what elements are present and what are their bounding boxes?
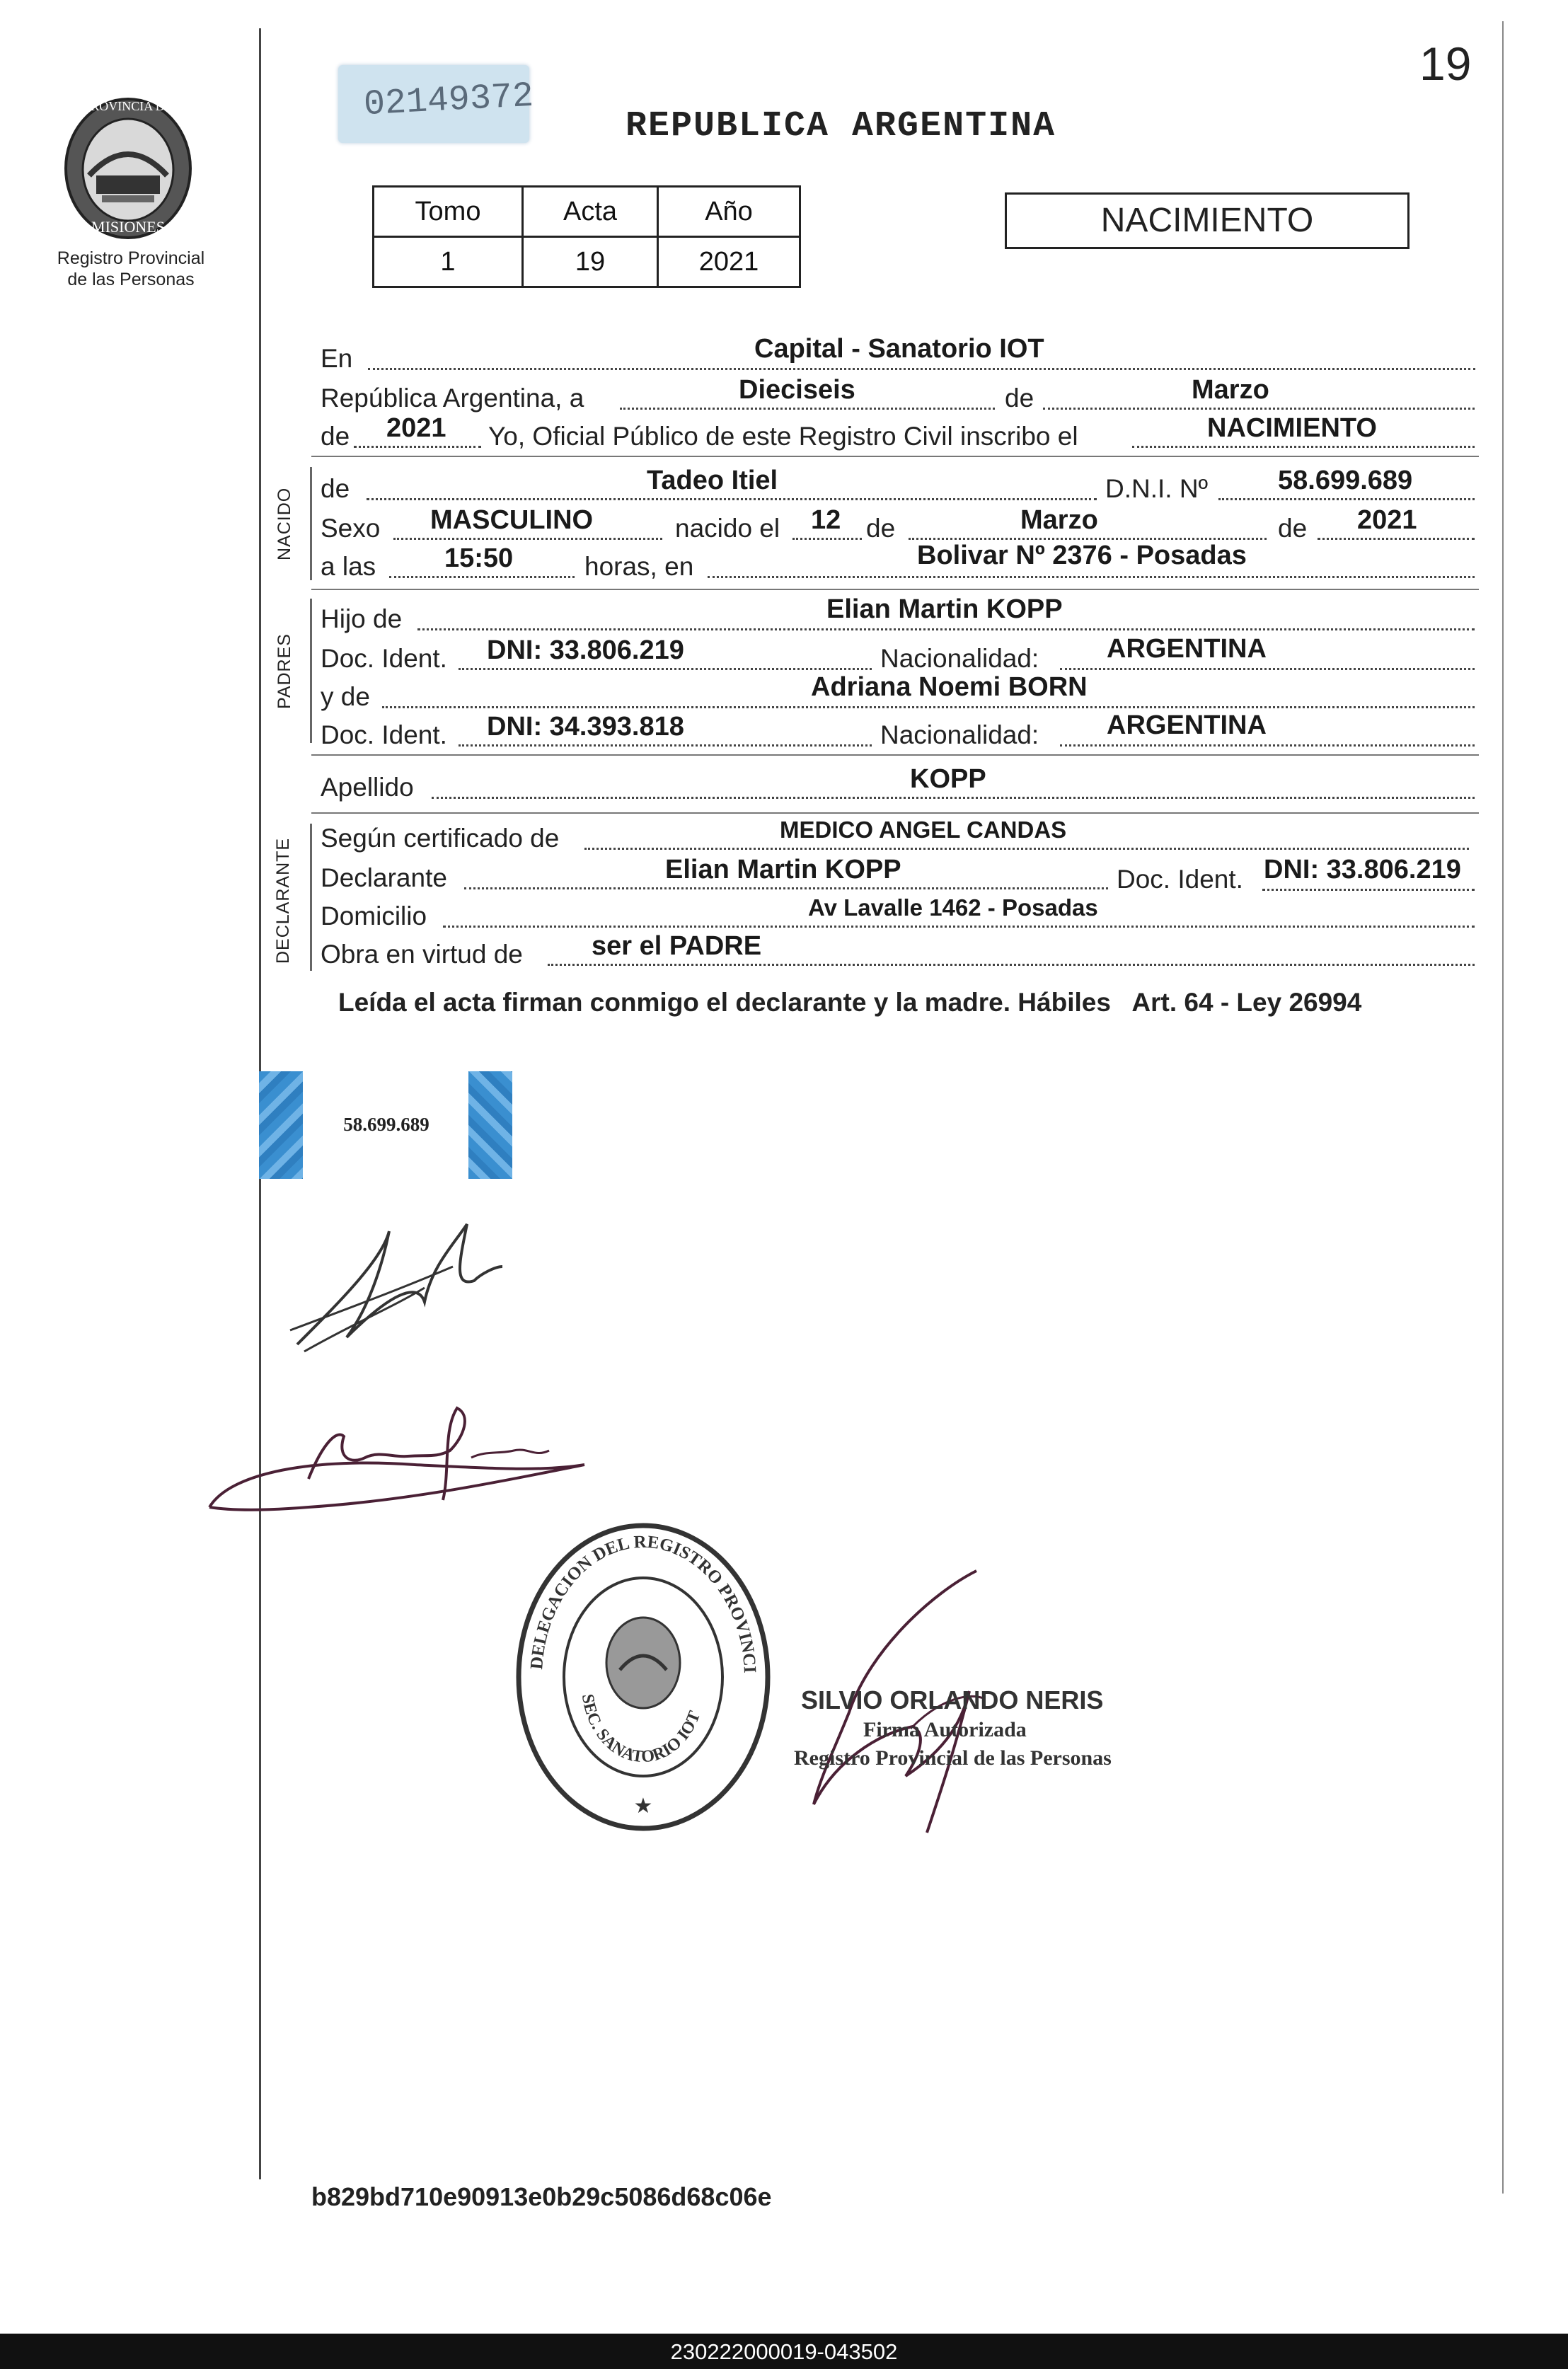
- country-title: REPUBLICA ARGENTINA: [626, 106, 1056, 146]
- declarante-bracket: [310, 824, 312, 971]
- label-de-anio: de: [321, 422, 350, 451]
- field-madre-doc: DNI: 34.393.818: [487, 712, 684, 742]
- acta-value: 19: [523, 237, 658, 287]
- registry-line-1: Registro Provincial: [57, 248, 205, 268]
- label-horas-en: horas, en: [584, 552, 694, 581]
- field-dia-letras: Dieciseis: [739, 375, 855, 405]
- svg-text:SEC. SANATORIO IOT: SEC. SANATORIO IOT: [577, 1693, 705, 1767]
- field-dia-nac: 12: [811, 505, 841, 535]
- official-name: SILVIO ORLANDO NERIS: [801, 1685, 1104, 1714]
- act-type-box: [1005, 192, 1410, 249]
- field-certificado: MEDICO ANGEL CANDAS: [780, 817, 1067, 843]
- dots-dia-nac: [792, 538, 862, 540]
- act-type: NACIMIENTO: [1100, 202, 1314, 239]
- dots-hora: [389, 576, 575, 578]
- serial-number-sticker: [338, 65, 535, 143]
- separator-2: [311, 589, 1479, 590]
- dots-madre: [382, 706, 1475, 708]
- label-segun: Según certificado de: [321, 824, 560, 853]
- label-domicilio: Domicilio: [321, 901, 427, 930]
- label-nacido-el: nacido el: [675, 514, 780, 543]
- label-declarante: Declarante: [321, 863, 447, 892]
- label-doc-padre: Doc. Ident.: [321, 644, 447, 673]
- right-margin-line: [1502, 21, 1504, 2194]
- svg-text:DELEGACION DEL REGISTRO PROVIN: DELEGACION DEL REGISTRO PROVINCI: [527, 1532, 759, 1674]
- dots-obra: [548, 964, 1475, 966]
- svg-text:MISIONES: MISIONES: [91, 218, 165, 236]
- field-dni: 58.699.689: [1278, 466, 1413, 495]
- padres-bracket: [310, 599, 312, 743]
- anio-value: 2021: [658, 237, 800, 287]
- footer-bar: [0, 2334, 1568, 2369]
- dots-tipo: [1132, 446, 1475, 448]
- field-apellido: KOPP: [910, 764, 986, 794]
- label-nac-madre: Nacionalidad:: [880, 720, 1039, 749]
- serial-number: 02149372: [362, 76, 535, 126]
- field-lugar-nac: Bolivar Nº 2376 - Posadas: [917, 541, 1247, 570]
- label-a-las: a las: [321, 552, 376, 581]
- label-de: de: [1005, 384, 1034, 413]
- dots-mes-nac: [909, 538, 1267, 540]
- field-anio: 2021: [386, 413, 446, 443]
- field-mes: Marzo: [1192, 375, 1269, 405]
- field-domicilio: Av Lavalle 1462 - Posadas: [808, 894, 1098, 921]
- separator-4: [311, 812, 1479, 814]
- label-de-mes: de: [866, 514, 896, 543]
- field-tipo: NACIMIENTO: [1207, 413, 1377, 443]
- dots-doc-declarante: [1262, 889, 1475, 891]
- registry-line-2: de las Personas: [67, 270, 195, 289]
- dni-sticker: [259, 1071, 514, 1179]
- label-obra: Obra en virtud de: [321, 940, 523, 969]
- field-obra: ser el PADRE: [592, 931, 762, 961]
- side-label-nacido: NACIDO: [275, 487, 294, 560]
- dots-en: [368, 368, 1475, 370]
- field-nombre: Tadeo Itiel: [647, 466, 778, 495]
- registry-name: [28, 248, 234, 290]
- label-de-anio-nac: de: [1278, 514, 1308, 543]
- footer-code: 230222000019-043502: [670, 2339, 898, 2364]
- field-padre-nac: ARGENTINA: [1107, 634, 1267, 664]
- tomo-value: 1: [374, 237, 523, 287]
- dots-anio: [354, 446, 481, 448]
- page-number: 19: [1419, 38, 1472, 90]
- dots-mes: [1043, 408, 1475, 410]
- field-declarante-doc: DNI: 33.806.219: [1264, 855, 1461, 884]
- document-hash: b829bd710e90913e0b29c5086d68c06e: [311, 2182, 772, 2211]
- field-sexo: MASCULINO: [430, 505, 594, 535]
- field-madre-nac: ARGENTINA: [1107, 710, 1267, 740]
- dots-dni: [1218, 498, 1475, 500]
- declarante-signature: [283, 1203, 517, 1366]
- separator-1: [311, 456, 1479, 457]
- label-republica: República Argentina, a: [321, 384, 584, 413]
- dots-domicilio: [443, 926, 1475, 928]
- dots-dia: [620, 408, 995, 410]
- dots-declarante: [464, 887, 1108, 889]
- official-title: Firma Autorizada: [863, 1718, 1027, 1741]
- closing-note: Leída el acta firman conmigo el declarante y la madre. Hábiles Art. 64 - Ley 26994: [338, 988, 1362, 1017]
- field-hora: 15:50: [444, 543, 514, 573]
- dots-nac-padre: [1060, 668, 1475, 670]
- misiones-logo: [61, 91, 195, 239]
- field-padre-doc: DNI: 33.806.219: [487, 635, 684, 665]
- side-label-padres: PADRES: [275, 633, 294, 709]
- dots-nombre: [367, 498, 1097, 500]
- field-padre: Elian Martin KOPP: [826, 594, 1063, 624]
- separator-3: [311, 754, 1479, 756]
- acta-header: Acta: [523, 187, 658, 237]
- label-y-de: y de: [321, 682, 370, 711]
- dots-certificado: [584, 848, 1469, 850]
- madre-signature: [202, 1401, 599, 1521]
- field-declarante: Elian Martin KOPP: [665, 855, 901, 884]
- record-table: [372, 185, 801, 288]
- dots-nac-madre: [1060, 744, 1475, 747]
- label-nac-padre: Nacionalidad:: [880, 644, 1039, 673]
- dots-lugar-nac: [708, 576, 1475, 578]
- field-mes-nac: Marzo: [1020, 505, 1098, 535]
- tomo-header: Tomo: [374, 187, 523, 237]
- anio-header: Año: [658, 187, 800, 237]
- sticker-pattern-right: [468, 1071, 512, 1179]
- label-en: En: [321, 344, 353, 373]
- nacido-bracket: [310, 467, 312, 580]
- label-yo: Yo, Oficial Público de este Registro Civil inscribo el: [488, 422, 1078, 451]
- field-madre: Adriana Noemi BORN: [811, 672, 1088, 702]
- svg-text:PROVINCIA DE: PROVINCIA DE: [83, 99, 173, 113]
- official-seal: [514, 1521, 773, 1833]
- dni-sticker-number: 58.699.689: [343, 1114, 430, 1135]
- dots-doc-madre: [459, 744, 872, 747]
- dots-padre: [417, 628, 1475, 630]
- label-apellido: Apellido: [321, 773, 414, 802]
- dots-sexo: [393, 538, 662, 540]
- label-sexo: Sexo: [321, 514, 381, 543]
- field-anio-nac: 2021: [1357, 505, 1417, 535]
- label-de-nombre: de: [321, 474, 350, 503]
- official-office: Registro Provincial de las Personas: [794, 1746, 1112, 1770]
- label-doc-madre: Doc. Ident.: [321, 720, 447, 749]
- sticker-pattern-left: [259, 1071, 303, 1179]
- label-doc-declarante: Doc. Ident.: [1117, 865, 1243, 894]
- dots-apellido: [432, 797, 1475, 799]
- field-lugar: Capital - Sanatorio IOT: [754, 334, 1044, 364]
- side-label-declarante: DECLARANTE: [273, 837, 293, 964]
- dots-anio-nac: [1318, 538, 1475, 540]
- dots-doc-padre: [459, 668, 872, 670]
- svg-text:★: ★: [633, 1794, 653, 1818]
- label-dni: D.N.I. Nº: [1105, 474, 1209, 503]
- label-hijo-de: Hijo de: [321, 604, 403, 633]
